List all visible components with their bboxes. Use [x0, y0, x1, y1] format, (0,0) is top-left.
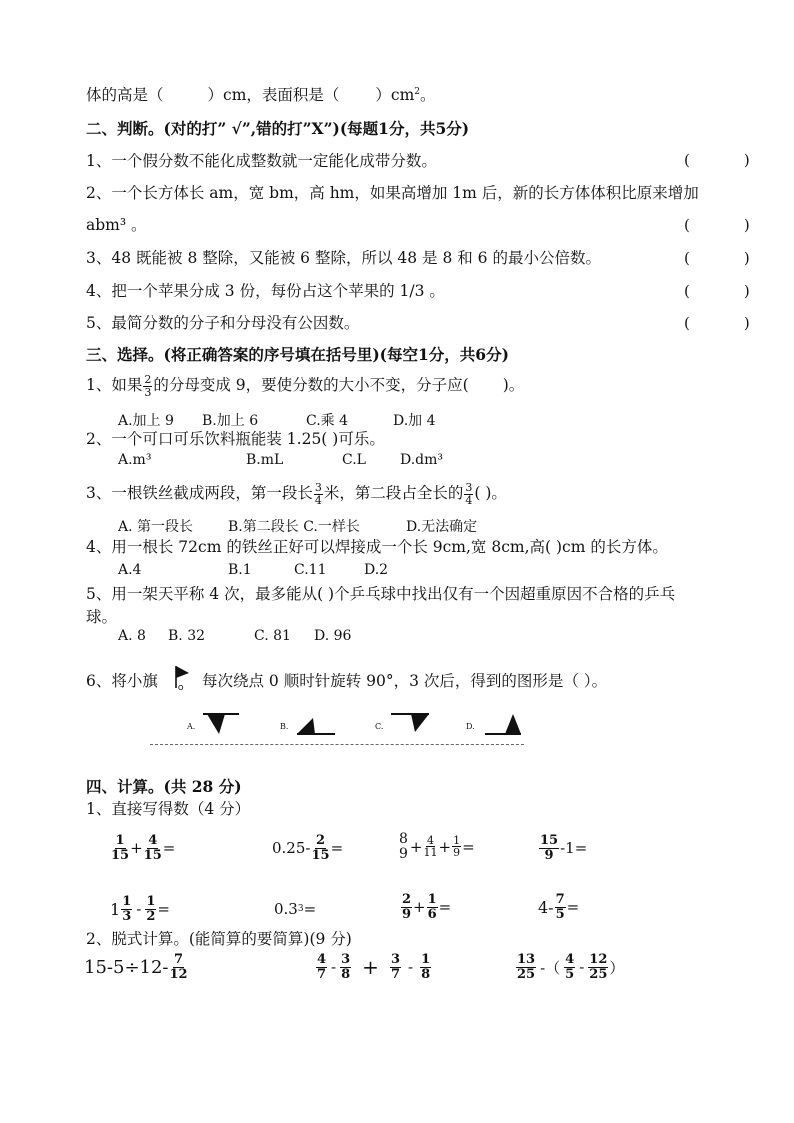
denominator: 4	[314, 493, 322, 507]
fraction	[464, 482, 473, 506]
text: 体的高是（	[86, 86, 164, 104]
denominator: 9	[453, 846, 461, 860]
numerator: 3	[341, 952, 351, 967]
operator: +	[130, 839, 143, 858]
fraction	[340, 953, 351, 981]
choice-q3	[86, 482, 507, 506]
option-a[interactable]: A.4	[118, 562, 142, 578]
denominator: 8	[341, 966, 351, 982]
fraction	[401, 893, 412, 921]
choice-q6-label: 6、将小旗	[86, 672, 158, 690]
numerator: 3	[465, 481, 473, 494]
choice-q6-text: 每次绕点 0 顺时针旋转 90°，3 次后，得到的图形是（ ）。	[202, 672, 608, 690]
rotated-flag-options-icon	[195, 708, 535, 740]
text: ）	[609, 958, 625, 977]
numerator: 2	[144, 373, 152, 386]
fraction	[170, 953, 188, 981]
numerator: 13	[517, 952, 536, 967]
option-d[interactable]: D. 96	[314, 628, 352, 644]
expr-7	[400, 893, 451, 921]
denominator: 4	[465, 493, 473, 507]
numerator: 1	[146, 894, 156, 909]
fraction	[144, 834, 162, 862]
fraction	[111, 834, 129, 862]
fraction	[145, 895, 156, 923]
numerator: 3	[390, 952, 400, 967]
answer-blank[interactable]	[684, 282, 750, 300]
expr-3	[397, 832, 475, 861]
option-d[interactable]: D.dm³	[400, 452, 444, 468]
denominator: 15	[311, 847, 330, 863]
text: ( )。	[474, 484, 507, 503]
text: ）cm	[375, 86, 415, 104]
text: 1、如果	[86, 376, 143, 395]
option-b-c[interactable]: B.第二段长 C.一样长	[228, 519, 360, 535]
equals: =	[157, 900, 170, 919]
denominator: 9	[399, 845, 408, 862]
denominator: 15	[143, 847, 162, 863]
section-choice-title: 三、选择。(将正确答案的序号填在括号里)(每空1分，共6分)	[86, 345, 509, 364]
choice-q4: 4、用一根长 72cm 的铁丝正好可以焊接成一个长 9cm,宽 8cm,高( )cm 的长方体。	[86, 538, 668, 556]
fraction	[564, 953, 575, 981]
fraction	[452, 835, 461, 859]
option-c[interactable]: C.	[375, 722, 384, 731]
option-a[interactable]: A. 8	[118, 628, 146, 644]
answer-blank[interactable]	[684, 151, 750, 169]
option-b[interactable]: B.	[280, 722, 289, 731]
text: 。	[420, 86, 436, 104]
denominator: 15	[111, 847, 130, 863]
superscript: 3	[297, 904, 304, 914]
judge-item-2: 2、一个长方体长 am，宽 bm，高 hm，如果高增加 1m 后，新的长方体体积比原来增加	[86, 184, 699, 202]
denominator: 7	[317, 966, 327, 982]
expr-10	[315, 953, 432, 981]
denominator: 3	[144, 385, 152, 399]
option-a[interactable]: A.	[187, 722, 196, 731]
numerator: 7	[174, 952, 184, 967]
fraction	[539, 834, 559, 862]
fraction	[314, 482, 323, 506]
numerator: 1	[115, 833, 125, 848]
equals: =	[162, 839, 176, 858]
superscript: 2	[414, 86, 421, 97]
calc-sub2: 2、脱式计算。(能简算的要简算)(9 分)	[86, 930, 352, 948]
denominator: 5	[555, 906, 565, 922]
section-calc-title: 四、计算。(共 28 分)	[86, 777, 242, 796]
numerator: 7	[555, 892, 565, 907]
judge-item-3: 3、48 既能被 8 整除，又能被 6 整除，所以 48 是 8 和 6 的最小公倍数。	[86, 249, 601, 267]
equals: =	[330, 839, 344, 858]
text: 0.25-	[272, 839, 311, 858]
numerator: 4	[317, 952, 327, 967]
denominator: 6	[427, 906, 437, 922]
numerator: 8	[399, 831, 408, 847]
expr-11	[515, 953, 624, 981]
numerator: 1	[453, 833, 461, 847]
choice-q2: 2、一个可口可乐饮料瓶能装 1.25( )可乐。	[86, 430, 385, 448]
expr-4	[538, 834, 587, 862]
fraction	[143, 374, 152, 398]
option-c[interactable]: C.L	[342, 452, 366, 468]
text: 米，第二段占全长的	[323, 484, 464, 503]
answer-blank[interactable]	[684, 249, 750, 267]
text: 3、一根铁丝截成两段，第一段长	[86, 484, 313, 503]
answer-blank[interactable]	[684, 314, 750, 332]
operator: -（	[540, 958, 561, 977]
option-a[interactable]: A.m³	[118, 452, 152, 468]
expr-6	[274, 900, 316, 918]
denominator: 25	[589, 966, 608, 982]
option-d[interactable]: D.无法确定	[406, 519, 478, 535]
expr-9	[84, 953, 189, 981]
denominator: 9	[402, 906, 412, 922]
operator: -	[579, 958, 585, 977]
option-a[interactable]: A. 第一段长	[118, 519, 194, 535]
operator: -	[331, 958, 337, 977]
denominator: 3	[122, 908, 132, 924]
denominator: 8	[421, 966, 431, 982]
choice-q5: 5、用一架天平称 4 次，最多能从( )个乒乓球中找出仅有一个因超重原因不合格的乒乓	[86, 585, 676, 603]
fraction	[420, 953, 431, 981]
text: 4-	[538, 897, 554, 917]
text: 的分母变成 9，要使分数的大小不变，分子应(	[153, 376, 469, 395]
numerator: 1	[427, 892, 437, 907]
fraction	[427, 893, 438, 921]
fraction	[316, 953, 327, 981]
operator: +	[438, 837, 452, 856]
flag-c-icon	[411, 714, 429, 732]
operator: -	[407, 958, 414, 977]
text: ）cm，表面积是（	[207, 86, 340, 104]
text: 15-5÷12-	[84, 956, 169, 978]
flag-b-icon	[297, 718, 315, 734]
numerator: 2	[402, 892, 412, 907]
option-d[interactable]: D.加 4	[393, 413, 436, 429]
section-judge-title: 二、判断。(对的打” √”,错的打”X”)(每题1分，共5分)	[86, 119, 470, 138]
numerator: 4	[565, 952, 575, 967]
expr-5	[110, 895, 170, 923]
text: 0.3	[274, 900, 298, 918]
numerator: 1	[421, 952, 431, 967]
answer-blank[interactable]	[684, 216, 750, 234]
equals: =	[303, 900, 317, 918]
numerator: 4	[148, 833, 158, 848]
fraction	[398, 832, 409, 861]
fraction	[311, 834, 329, 862]
denominator: 2	[146, 908, 156, 924]
numerator: 3	[314, 481, 322, 494]
numerator: 1	[122, 894, 132, 909]
fraction	[390, 953, 401, 981]
operator: +	[362, 955, 379, 980]
judge-item-1: 1、一个假分数不能化成整数就一定能化成带分数。	[86, 152, 437, 170]
operator: -	[136, 900, 142, 919]
option-a[interactable]: A.加上 9	[118, 413, 174, 429]
divider	[150, 744, 524, 745]
text: )。	[502, 376, 525, 395]
judge-item-4: 4、把一个苹果分成 3 份，每份占这个苹果的 1/3 。	[86, 282, 445, 300]
expr-2	[272, 834, 343, 862]
fraction	[588, 953, 608, 981]
fraction	[516, 953, 536, 981]
numerator: 12	[589, 952, 608, 967]
flag-a-icon	[207, 714, 225, 734]
judge-item-2b: abm³ 。	[86, 216, 147, 234]
flag-icon	[172, 664, 196, 692]
expr-8	[538, 893, 579, 921]
option-c[interactable]: C.乘 4	[306, 413, 349, 429]
option-b[interactable]: B.加上 6	[202, 413, 259, 429]
option-c[interactable]: C. 81	[254, 628, 291, 644]
denominator: 25	[517, 966, 536, 982]
numerator: 15	[540, 833, 559, 848]
option-b[interactable]: B. 32	[168, 628, 206, 644]
option-d[interactable]: D.	[466, 722, 475, 731]
denominator: 9	[544, 847, 554, 863]
equals: =	[462, 837, 475, 856]
fraction	[121, 895, 132, 923]
whole-number: 1	[110, 899, 121, 919]
line-surface-area	[86, 86, 436, 105]
option-c[interactable]: C.11	[294, 562, 327, 578]
fraction	[555, 893, 566, 921]
option-d[interactable]: D.2	[364, 562, 389, 578]
text: -1=	[560, 839, 588, 858]
option-b[interactable]: B.1	[228, 562, 252, 578]
denominator: 11	[423, 846, 438, 860]
expr-1	[110, 834, 175, 862]
choice-q5b: 球。	[86, 608, 118, 626]
equals: =	[438, 898, 452, 917]
operator: +	[409, 837, 423, 856]
judge-item-5: 5、最简分数的分子和分母没有公因数。	[86, 314, 360, 332]
equals: =	[566, 898, 580, 917]
denominator: 7	[390, 966, 400, 982]
choice-q1	[86, 374, 524, 398]
denominator: 12	[169, 966, 188, 982]
numerator: 4	[427, 833, 434, 847]
denominator: 5	[565, 966, 575, 982]
numerator: 2	[315, 833, 326, 848]
option-b[interactable]: B.mL	[246, 452, 284, 468]
flag-d-icon	[505, 714, 521, 734]
point-o-label: O	[178, 684, 184, 692]
operator: +	[413, 898, 426, 917]
calc-sub1: 1、直接写得数（4 分）	[86, 800, 251, 818]
fraction	[424, 835, 438, 859]
